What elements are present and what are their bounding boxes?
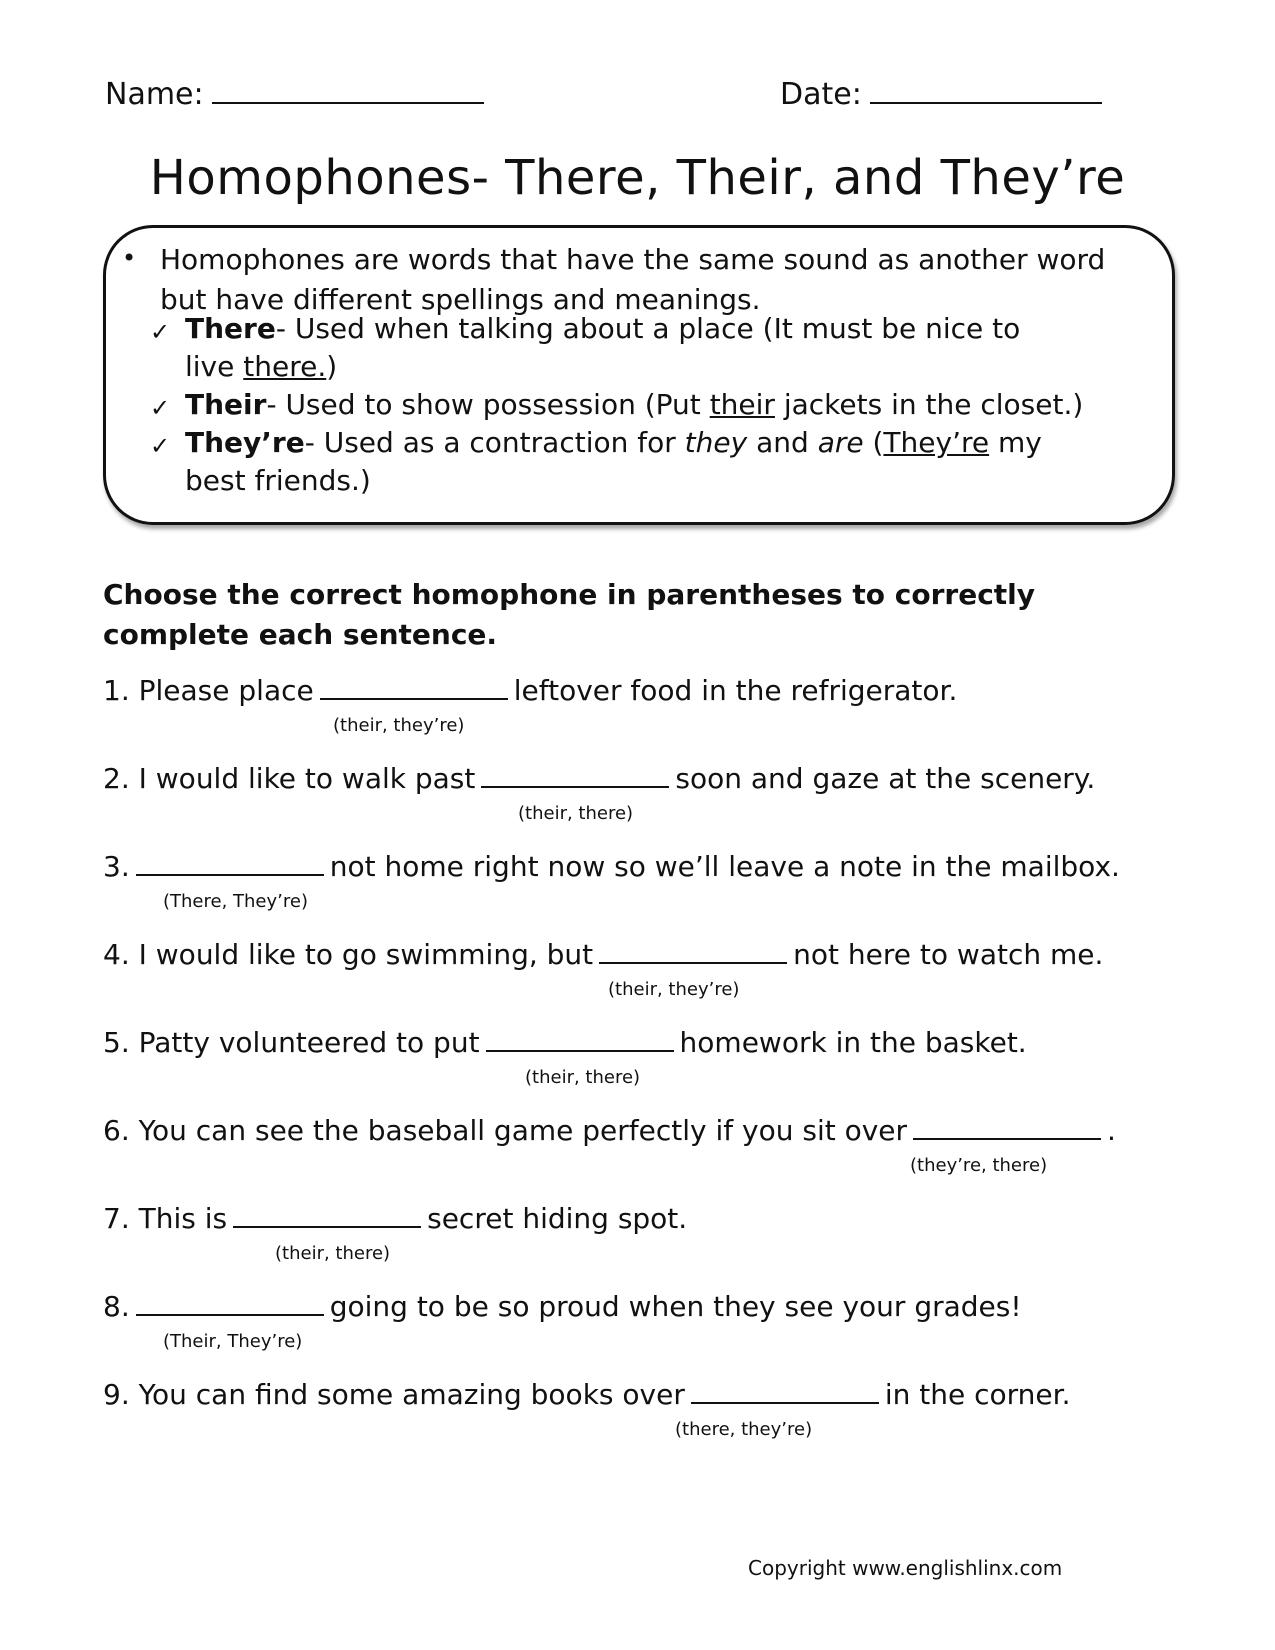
question-4: 4. I would like to go swimming, but not here to watch me. (103, 938, 1104, 971)
page-title: Homophones- There, Their, and They’re (149, 150, 1126, 206)
choices-8: (Their, They’re) (163, 1331, 303, 1352)
answer-blank-8[interactable] (136, 1288, 324, 1316)
answer-blank-4[interactable] (599, 936, 787, 964)
answer-blank-7[interactable] (233, 1200, 421, 1228)
date-field (780, 74, 1102, 112)
question-7: 7. This is secret hiding spot. (103, 1202, 688, 1235)
bullet-icon: • (122, 244, 137, 272)
checkmark-icon: ✓ (150, 432, 171, 460)
definition-theyre: They’re- Used as a contraction for they and are (They’re my best friends.) (185, 426, 1042, 497)
choices-4: (their, they’re) (608, 979, 740, 1000)
question-9: 9. You can find some amazing books over in the corner. (103, 1378, 1071, 1411)
question-1: 1. Please place leftover food in the refrigerator. (103, 674, 958, 707)
checkmark-icon: ✓ (150, 318, 171, 346)
definition-their: Their- Used to show possession (Put their jackets in the closet.) (185, 388, 1084, 421)
name-field (105, 74, 484, 112)
answer-blank-6[interactable] (913, 1112, 1101, 1140)
choices-6: (they’re, there) (910, 1155, 1048, 1176)
answer-blank-2[interactable] (481, 760, 669, 788)
choices-1: (their, they’re) (333, 715, 465, 736)
instructions: Choose the correct homophone in parentheses to correctly complete each sentence. (103, 578, 1036, 651)
date-blank[interactable] (870, 74, 1102, 104)
choices-5: (their, there) (525, 1067, 641, 1088)
choices-3: (There, They’re) (163, 891, 308, 912)
question-8: 8. going to be so proud when they see your grades! (103, 1290, 1022, 1323)
answer-blank-3[interactable] (136, 848, 324, 876)
question-3: 3. not home right now so we’ll leave a note in the mailbox. (103, 850, 1120, 883)
question-5: 5. Patty volunteered to put homework in the basket. (103, 1026, 1027, 1059)
choices-2: (their, there) (518, 803, 634, 824)
question-2: 2. I would like to walk past soon and gaze at the scenery. (103, 762, 1096, 795)
definition-there: There- Used when talking about a place (It must be nice to live there.) (185, 312, 1021, 383)
date-label: Date: (780, 77, 862, 112)
answer-blank-1[interactable] (320, 672, 508, 700)
checkmark-icon: ✓ (150, 394, 171, 422)
choices-7: (their, there) (275, 1243, 391, 1264)
choices-9: (there, they’re) (675, 1419, 813, 1440)
name-label: Name: (105, 77, 204, 112)
answer-blank-9[interactable] (691, 1376, 879, 1404)
definition-intro: Homophones are words that have the same sound as another word but have different spellings and meanings. (160, 243, 1106, 316)
question-6: 6. You can see the baseball game perfectly if you sit over . (103, 1114, 1116, 1147)
name-blank[interactable] (212, 74, 484, 104)
copyright: Copyright www.englishlinx.com (748, 1556, 1063, 1580)
answer-blank-5[interactable] (486, 1024, 674, 1052)
